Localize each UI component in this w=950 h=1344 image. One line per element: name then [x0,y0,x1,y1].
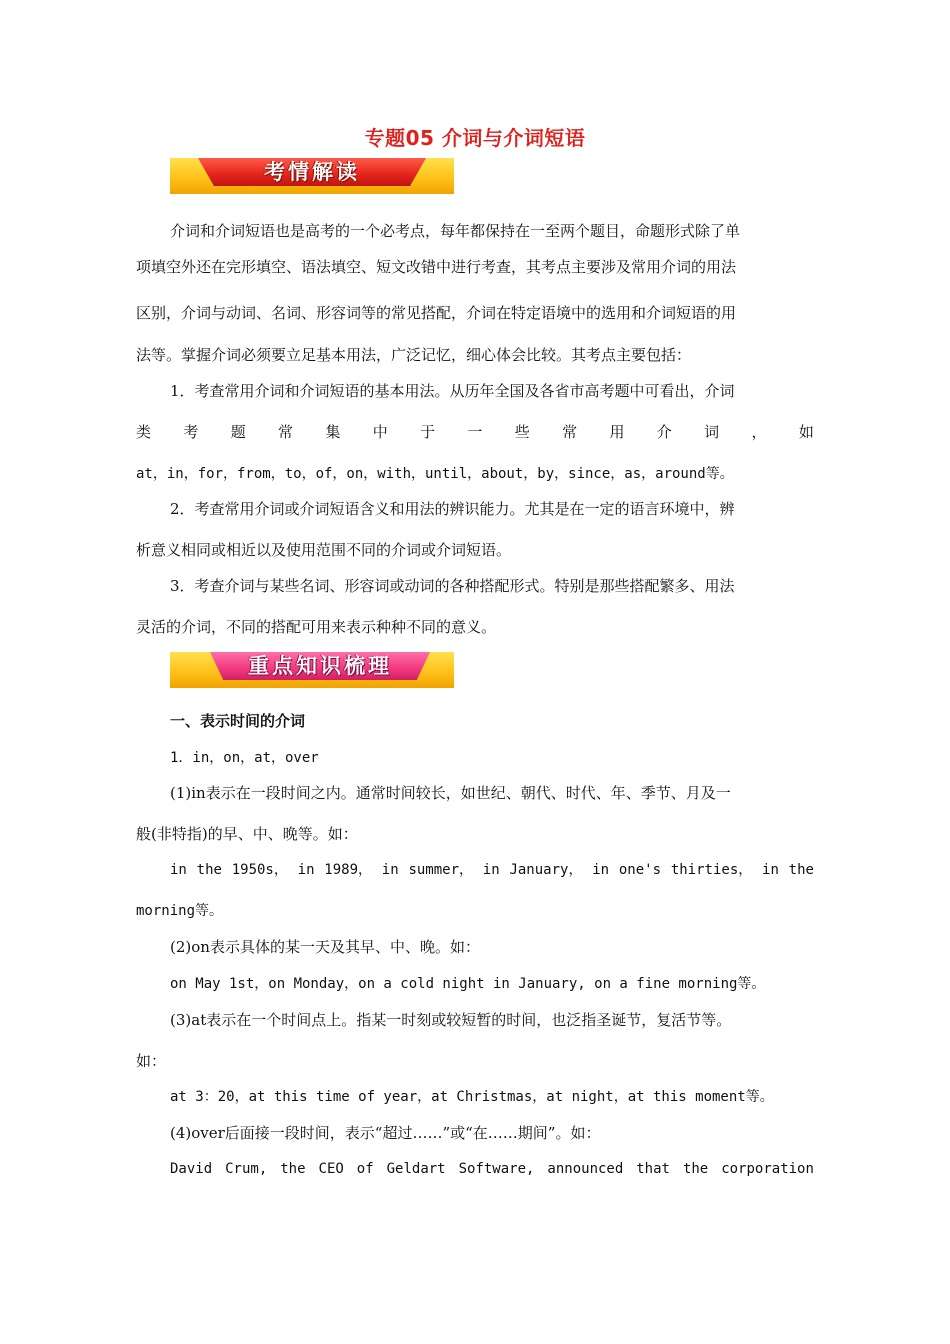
char: 于 [420,423,436,441]
on-example: on May 1st，on Monday，on a cold night in January, on a fine morning等。 [170,976,766,992]
point1-line-3: at，in，for，from，to，of，on，with，until，about，by，since，as，around等。 [136,466,734,482]
word: announced [547,1161,624,1177]
char: 集 [325,423,341,441]
in-example-line-1 [170,859,814,881]
word: in [592,862,610,878]
point3-line-1: 3．考查介词与某些名词、形容词或动词的各种搭配形式。特别是那些搭配繁多、用法 [170,577,735,595]
word: CEO [318,1161,344,1177]
intro-line-1: 介词和介词短语也是高考的一个必考点，每年都保持在一至两个题目，命题形式除了单 [170,222,741,240]
point3-line-2: 灵活的介词，不同的搭配可用来表示种种不同的意义。 [136,618,497,636]
char: 考 [183,423,199,441]
word: Geldart [386,1161,446,1177]
point1-line-2 [136,421,814,443]
char: 介 [656,423,672,441]
banner-label: 考情解读 [264,160,360,184]
word: that [636,1161,670,1177]
char: 些 [514,423,530,441]
subsection-heading: 1．in，on，at，over [170,750,319,766]
word: in [297,862,315,878]
word: in [762,862,779,878]
intro-line-3: 区别，介词与动词、名词、形容词等的常见搭配，介词在特定语境中的选用和介词短语的用 [136,304,737,322]
page-title: 专题05 介词与介词短语 [364,126,586,150]
in-desc-line-2: 般(非特指)的早、中、晚等。如： [136,825,358,843]
at-example: at 3：20，at this time of year，at Christmas，at night，at this moment等。 [170,1089,774,1105]
word: the [280,1161,306,1177]
on-desc: (2)on表示具体的某一天及其早、中、晚。如： [170,938,480,956]
word: of [356,1161,374,1177]
word: 1989， [324,862,373,878]
word: Software, [458,1161,535,1177]
intro-line-2: 项填空外还在完形填空、语法填空、短文改错中进行考查，其考点主要涉及常用介词的用法 [136,258,737,276]
word: January， [509,862,583,878]
section-banner-exam-analysis [170,158,454,194]
at-desc-line-2: 如： [136,1052,167,1070]
point1-line-1: 1．考查常用介词和介词短语的基本用法。从历年全国及各省市高考题中可看出，介词 [170,382,735,400]
char: ， [751,423,767,441]
char: 如 [798,423,814,441]
in-example-line-2: morning等。 [136,903,224,919]
word: the [682,1161,709,1177]
point2-line-1: 2．考查常用介词或介词短语含义和用法的辨识能力。尤其是在一定的语言环境中，辨 [170,500,735,518]
word: in [381,862,399,878]
in-desc-line-1: (1)in表示在一段时间之内。通常时间较长，如世纪、朝代、时代、年、季节、月及一 [170,784,731,802]
word: in [170,862,187,878]
over-desc: (4)over后面接一段时间，表示“超过……”或“在……期间”。如： [170,1124,601,1142]
char: 常 [278,423,294,441]
char: 常 [562,423,578,441]
word: the [196,862,222,878]
char: 题 [230,423,246,441]
char: 中 [372,423,388,441]
word: corporation [721,1161,814,1177]
section-heading: 一、表示时间的介词 [170,712,306,730]
word: Crum, [225,1161,268,1177]
point2-line-2: 析意义相同或相近以及使用范围不同的介词或介词短语。 [136,541,512,559]
word: summer， [408,862,474,878]
section-banner-key-knowledge [170,652,454,688]
char: 词 [704,423,720,441]
word: the [788,862,814,878]
intro-line-4: 法等。掌握介词必须要立足基本用法，广泛记忆，细心体会比较。其考点主要包括： [136,346,692,364]
word: 1950s， [231,862,288,878]
char: 类 [136,423,152,441]
char: 一 [467,423,483,441]
char: 用 [609,423,625,441]
at-desc-line-1: (3)at表示在一个时间点上。指某一时刻或较短暂的时间，也泛指圣诞节，复活节等。 [170,1011,732,1029]
word: thirties， [670,862,753,878]
word: David [170,1161,213,1177]
word: one's [618,862,662,878]
over-example-line-1 [170,1158,814,1180]
word: in [482,862,500,878]
banner-label: 重点知识梳理 [248,654,392,678]
